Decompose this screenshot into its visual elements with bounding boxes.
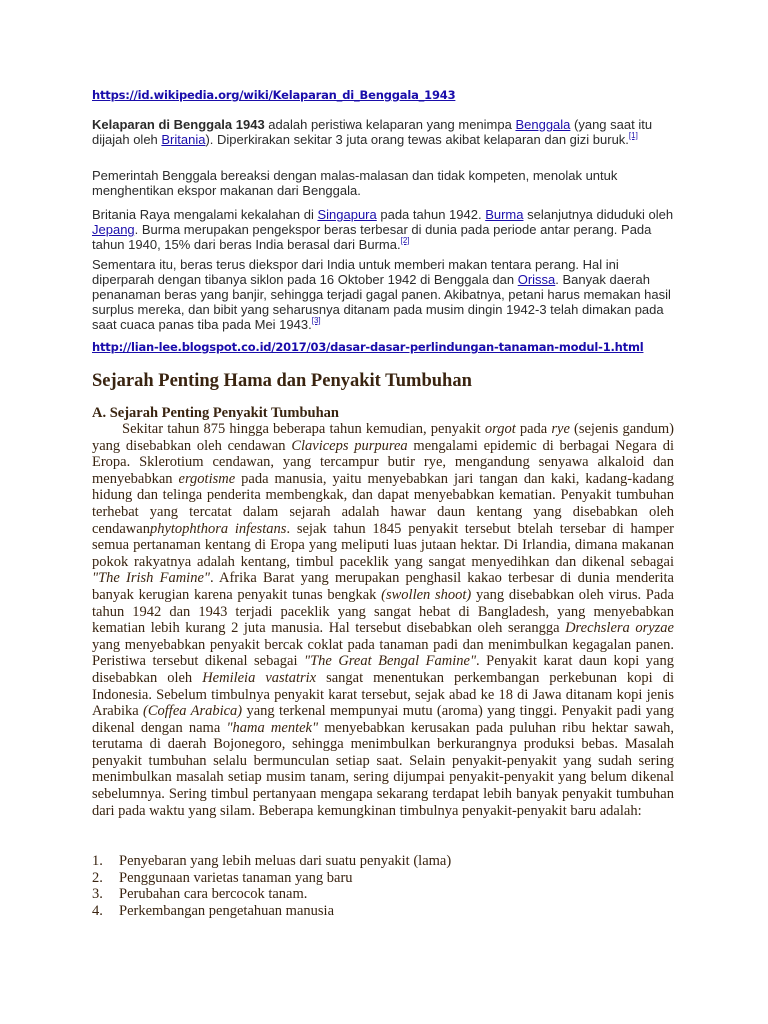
wiki-paragraph-1 bbox=[92, 117, 682, 147]
italic-term: Drechslera oryzae bbox=[565, 620, 674, 637]
text: (sejenis gandum) yang disebabkan oleh cendawan bbox=[92, 421, 674, 454]
list-item bbox=[92, 870, 674, 887]
text: Britania Raya mengalami kekalahan di bbox=[92, 207, 318, 222]
text: (yang saat itu dijajah oleh bbox=[92, 117, 653, 147]
link-benggala[interactable]: Benggala bbox=[515, 117, 571, 132]
text: . Afrika Barat yang merupakan penghasil kakao terbesar di dunia menderita banyak kerugian karena penyakit tunas bengkak bbox=[92, 570, 674, 603]
italic-term: "The Irish Famine" bbox=[92, 570, 210, 587]
text: yang terkenal mempunyai mutu (aroma) yang tinggi. Penyakit padi yang dikenal dengan nama bbox=[92, 703, 674, 736]
reference-2[interactable]: [2] bbox=[400, 236, 410, 245]
link-orissa[interactable]: Orissa bbox=[517, 272, 556, 287]
article-title: Sejarah Penting Hama dan Penyakit Tumbuhan bbox=[92, 371, 472, 391]
italic-term: "hama mentek" bbox=[226, 719, 319, 736]
wiki-paragraph-2: Pemerintah Benggala bereaksi dengan malas-malasan dan tidak kompeten, menolak untuk menghentikan ekspor makanan dari Benggala. bbox=[92, 168, 618, 198]
list-text: Perubahan cara bercocok tanam. bbox=[119, 886, 308, 903]
italic-term: orgot bbox=[484, 421, 516, 437]
italic-term: Claviceps purpurea bbox=[291, 437, 408, 454]
text: adalah peristiwa kelaparan yang menimpa bbox=[264, 117, 516, 132]
list-text: Penyebaran yang lebih meluas dari suatu penyakit (lama) bbox=[119, 853, 452, 869]
list-text: Penggunaan varietas tanaman yang baru bbox=[119, 869, 353, 886]
article-body bbox=[92, 421, 674, 819]
list-number: 2. bbox=[92, 869, 103, 886]
text: . sejak tahun 1845 penyakit tersebut btelah tersebar di hamper semua pertanaman kentang di Eropa yang meliputi luas jutaan hektar. Di Irlandia, dimana makanan pokok rakyatnya adalah kentang, timbul paceklik yang sangat menyedihkan dan dikenal sebagai bbox=[92, 520, 674, 570]
text: Sementara itu, beras terus diekspor dari India untuk memberi makan tentara perang. Hal ini diperparah dengan tibanya siklon pada 16 Oktober 1942 di Benggala dan bbox=[92, 257, 619, 287]
list-item bbox=[92, 903, 674, 920]
text: yang menyebabkan penyakit bercak coklat pada tanaman padi dan menimbulkan kegagalan panen. Peristiwa tersebut dikenal sebagai bbox=[92, 636, 674, 670]
italic-term: (Coffea Arabica) bbox=[143, 703, 243, 720]
text: yang disebabkan oleh virus. Pada tahun 1942 dan 1943 terjadi paceklik yang sangat hebat di Bangladesh, yang menyebabkan kematian lebih kurang 2 juta manusia. Hal tersebut disebabkan oleh serangga bbox=[92, 586, 674, 637]
list-number: 3. bbox=[92, 886, 103, 903]
wiki-article-title: Kelaparan di Benggala 1943 bbox=[92, 117, 265, 132]
text: Sekitar tahun 875 hingga beberapa tahun kemudian, penyakit bbox=[122, 421, 485, 437]
wikipedia-source-link[interactable]: https://id.wikipedia.org/wiki/Kelaparan_di_Benggala_1943 bbox=[92, 88, 456, 102]
text: . Burma merupakan pengekspor beras terbesar di dunia pada periode antar perang. Pada tahun 1940, 15% dari beras India berasal dari Burma. bbox=[92, 222, 652, 252]
italic-term: rye bbox=[551, 421, 570, 437]
list-item bbox=[92, 886, 674, 903]
wiki-paragraph-3 bbox=[92, 207, 682, 252]
list-item bbox=[92, 853, 674, 870]
list-number: 4. bbox=[92, 902, 103, 919]
text: menyebabkan kerusakan pada puluhan ribu hektar sawah, terutama di daerah Bojonegoro, sehingga menimbulkan berkurangnya produksi bebas. Masalah penyakit tumbuhan selalu bermunculan setiap saat. Selain penyakit-penyakit yang sudah sering menimbulkan masalah setiap musim tanam, sering dijumpai penyakit-penyakit yang belum dikenal sebelumnya. Sering timbul pertanyaan mengapa sekarang terdapat lebih banyak penyakit tumbuhan dari pada waktu yang silam. Beberapa kemungkinan timbulnya penyakit-penyakit baru adalah: bbox=[92, 719, 674, 819]
text: mengalami epidemic di berbagai Negara di Eropa. Sklerotium cendawan, yang tercampur butir rye, mengandung senyawa alkaloid dan menyebabkan bbox=[92, 437, 674, 487]
list-number: 1. bbox=[92, 853, 103, 869]
link-singapura[interactable]: Singapura bbox=[317, 207, 377, 222]
text: pada manusia, yaitu menyebabkan jari tangan dan kaki, kadang-kadang hidung dan telinga penderita membengkak, dan dapat menyebabkan kematian. Penyakit tumbuhan terhebat yang tercatat dalam sejarah adalah hawar daun kentang yang disebabkan oleh cendawan bbox=[92, 470, 674, 537]
italic-term: phytophthora infestans bbox=[149, 520, 287, 537]
blog-source-link[interactable]: http://lian-lee.blogspot.co.id/2017/03/dasar-dasar-perlindungan-tanaman-modul-1.html bbox=[92, 340, 644, 354]
list-text: Perkembangan pengetahuan manusia bbox=[119, 902, 335, 919]
italic-term: (swollen shoot) bbox=[381, 586, 472, 603]
link-jepang[interactable]: Jepang bbox=[92, 222, 135, 237]
text: . Banyak daerah penanaman beras yang banjir, sehingga terjadi gagal panen. Akibatnya, petani harus memakan hasil surplus mereka, dan bibit yang seharusnya ditanam pada musim dingin 1942-3 telah dimakan pada saat cuaca panas tiba pada Mei 1943. bbox=[92, 272, 671, 332]
reference-1[interactable]: [1] bbox=[628, 131, 638, 140]
wiki-paragraph-4 bbox=[92, 257, 682, 332]
text: pada bbox=[515, 421, 552, 437]
reference-3[interactable]: [3] bbox=[311, 316, 321, 325]
text: selanjutnya diduduki oleh bbox=[523, 207, 674, 222]
text: sangat menentukan perkembangan perkebunan kopi di Indonesia. Sebelum timbulnya penyakit karat tersebut, sejak abad ke 18 di Jawa ditanam kopi jenis Arabika bbox=[92, 669, 674, 720]
section-heading: A. Sejarah Penting Penyakit Tumbuhan bbox=[92, 405, 339, 421]
cause-list bbox=[92, 853, 674, 919]
link-britania[interactable]: Britania bbox=[161, 132, 206, 147]
text: ). Diperkirakan sekitar 3 juta orang tewas akibat kelaparan dan gizi buruk. bbox=[205, 132, 629, 147]
italic-term: "The Great Bengal Famine" bbox=[303, 653, 477, 670]
link-burma[interactable]: Burma bbox=[485, 207, 524, 222]
italic-term: Hemileia vastatrix bbox=[202, 669, 317, 686]
text: . Penyakit karat daun kopi yang disebabkan oleh bbox=[92, 653, 674, 686]
text: pada tahun 1942. bbox=[376, 207, 486, 222]
italic-term: ergotisme bbox=[178, 470, 236, 487]
